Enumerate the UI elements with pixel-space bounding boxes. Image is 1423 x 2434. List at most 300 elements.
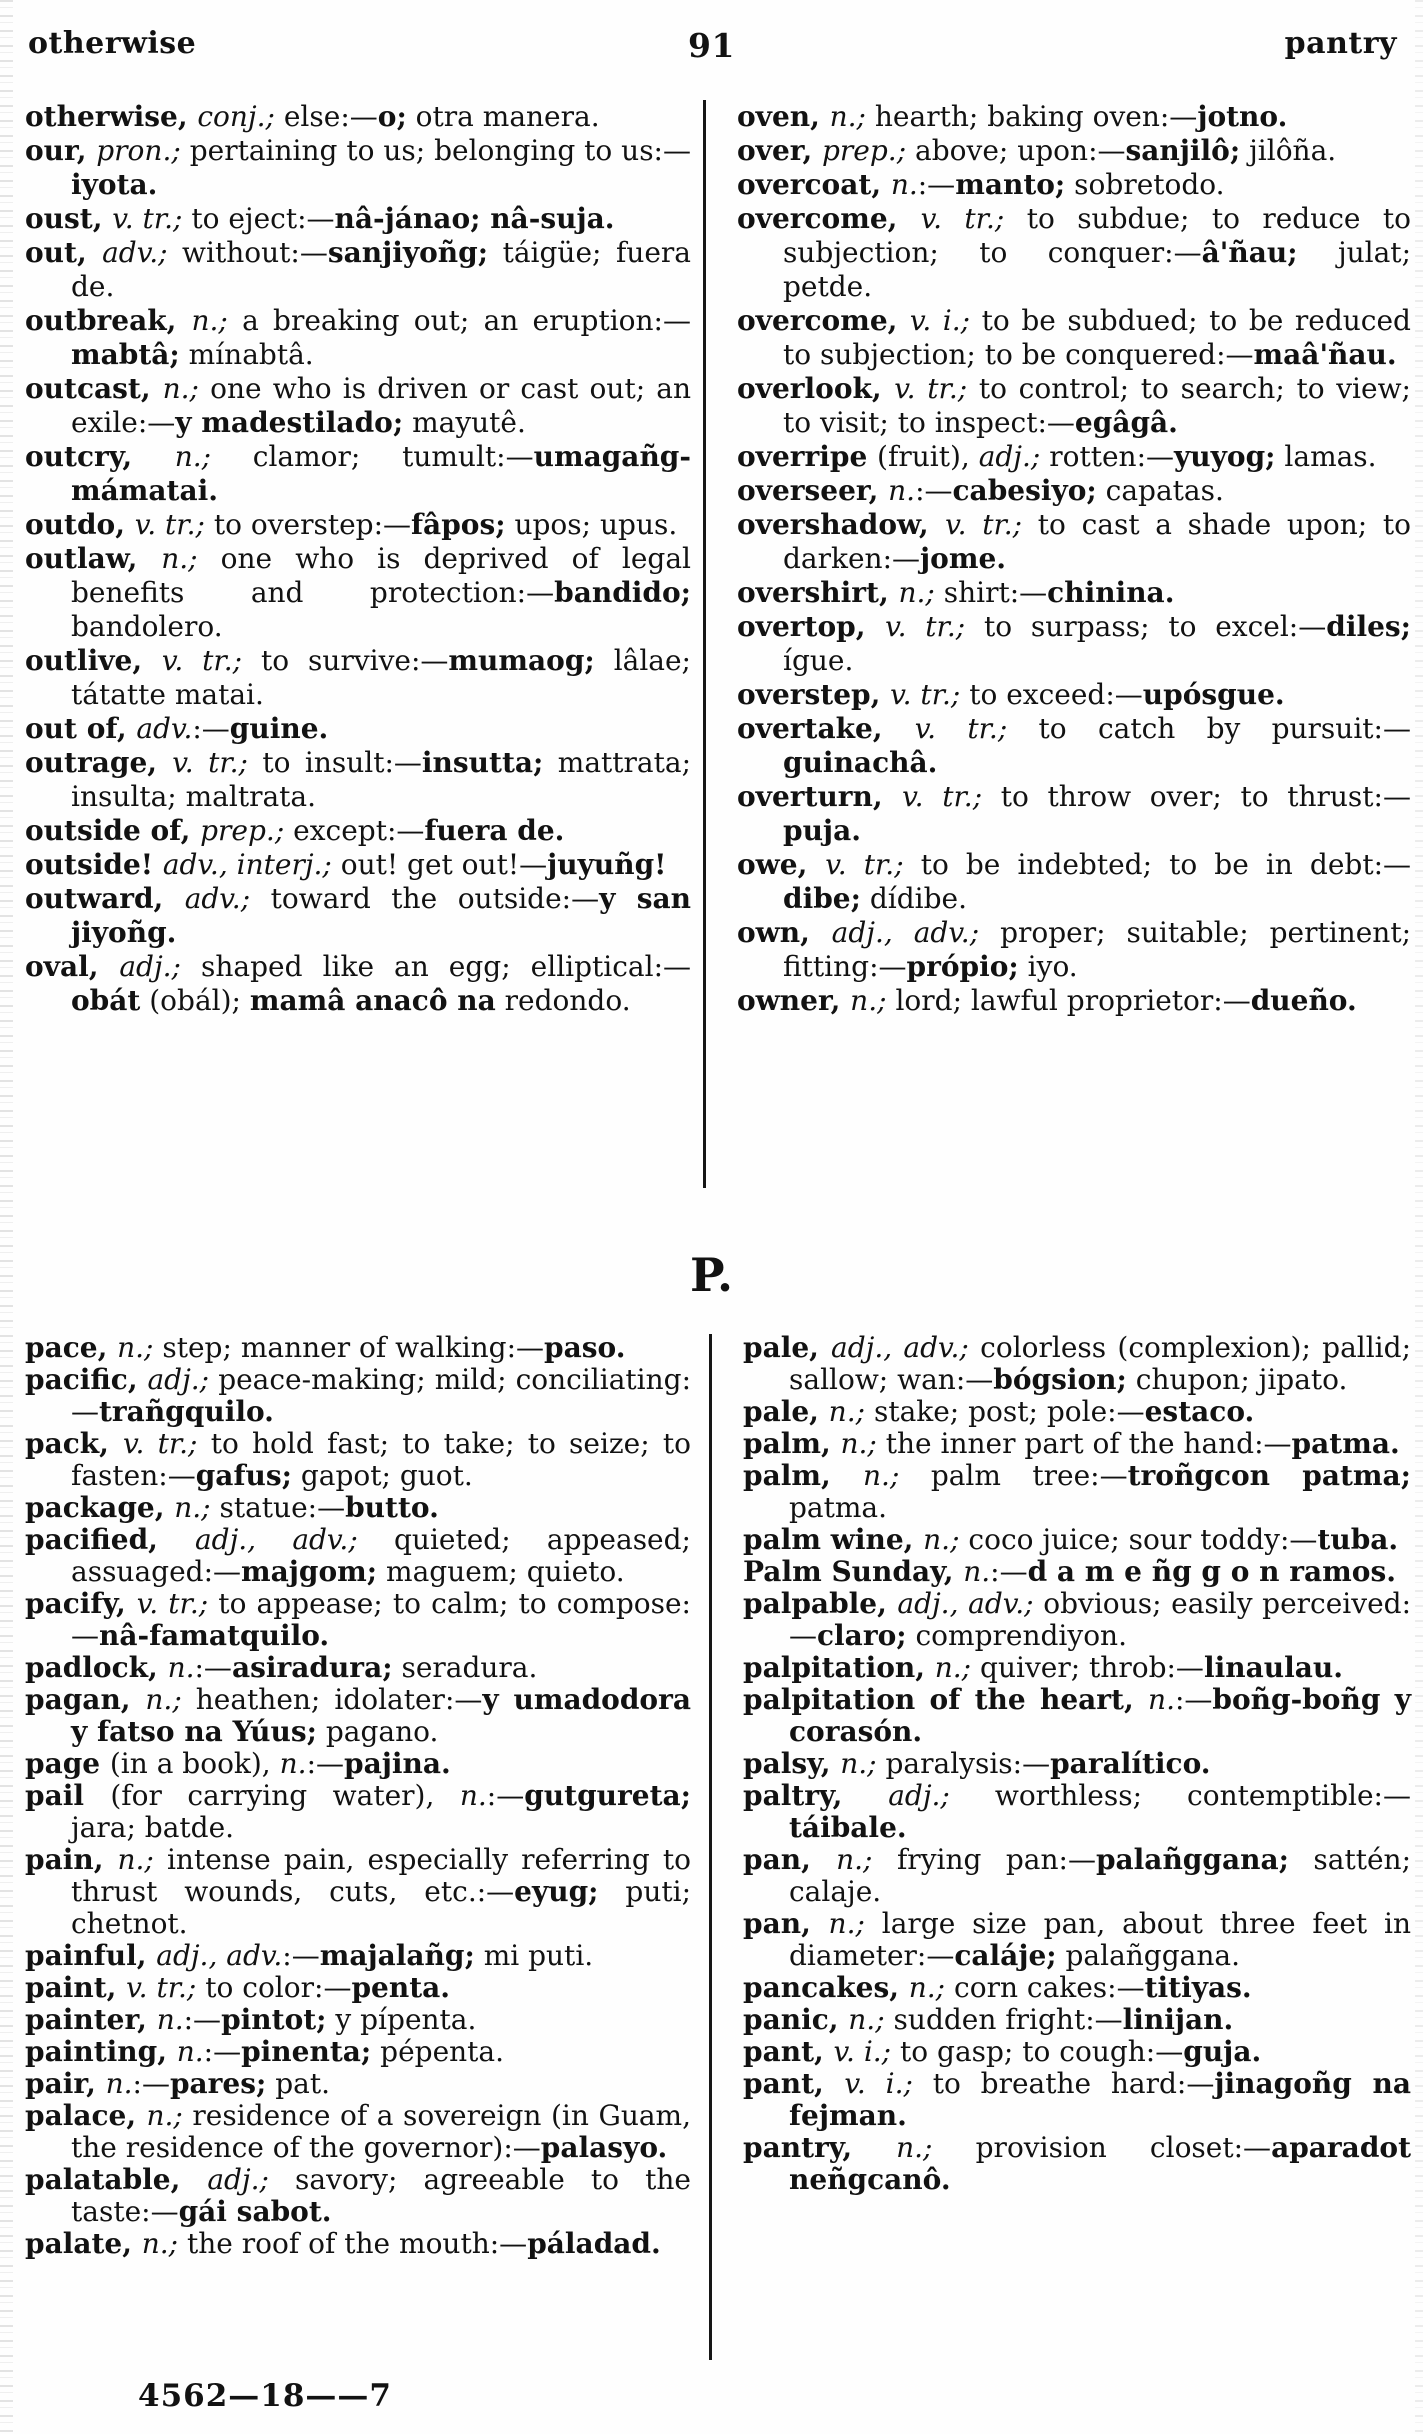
dictionary-entry: [743, 1524, 1411, 1556]
entry-translation: penta.: [351, 1971, 451, 2004]
entry-definition: to breathe hard:—: [912, 2067, 1215, 2100]
dictionary-entry: [25, 1492, 691, 1524]
entry-definition: pépenta.: [371, 2035, 505, 2068]
entry-translation: iyota.: [71, 168, 158, 201]
entry-definition: stake; post; pole:—: [865, 1395, 1145, 1428]
entry-translation: sanjiyoñg;: [327, 236, 489, 269]
entry-definition: else:—: [274, 100, 378, 133]
entry-pos: prep.;: [200, 814, 285, 847]
entry-headword: pail: [25, 1779, 111, 1812]
entry-pos: adj.;: [888, 1779, 950, 1812]
dictionary-column-p-right: [743, 1332, 1411, 2196]
entry-headword: palm,: [743, 1427, 841, 1460]
dictionary-entry: [25, 1684, 691, 1748]
entry-definition: proper; suitable; pertinent; fitting:—: [783, 916, 1412, 983]
entry-translation: y madestilado;: [175, 406, 404, 439]
entry-headword: pantry,: [743, 2131, 897, 2164]
dictionary-entry: [737, 474, 1411, 508]
entry-definition: :—: [194, 1651, 232, 1684]
entry-translation: claro;: [817, 1619, 907, 1652]
entry-definition: one who is deprived of legal benefits and protection:—: [71, 542, 692, 609]
entry-headword: overseer,: [737, 474, 889, 507]
entry-pos: v. tr.;: [161, 644, 243, 677]
entry-definition: lamas.: [1275, 440, 1377, 473]
entry-headword: outcast,: [25, 372, 163, 405]
entry-pos: n.;: [836, 1843, 873, 1876]
entry-headword: otherwise,: [25, 100, 198, 133]
entry-headword: pack,: [25, 1427, 123, 1460]
entry-translation: sanjilô;: [1125, 134, 1241, 167]
dictionary-entry: [737, 168, 1411, 202]
entry-pos: n.;: [934, 1651, 972, 1684]
entry-pos: v. tr.;: [894, 372, 968, 405]
entry-pos: prep.;: [821, 134, 907, 167]
entry-definition: mínabtâ.: [179, 338, 314, 371]
dictionary-entry: [25, 746, 691, 814]
entry-pos: n.: [167, 1651, 195, 1684]
entry-headword: paint,: [25, 1971, 127, 2004]
entry-pos: n.: [459, 1779, 487, 1812]
entry-pos: n.;: [828, 1395, 866, 1428]
entry-pos: v. i.;: [909, 304, 971, 337]
entry-headword: outbreak,: [25, 304, 192, 337]
entry-definition: mattrata; insulta; maltrata.: [71, 746, 691, 813]
dictionary-entry: [25, 2004, 691, 2036]
dictionary-entry: [743, 1844, 1411, 1908]
entry-definition: palañggana.: [1056, 1939, 1240, 1972]
entry-definition: to subdue; to reduce to subjection; to conquer:—: [783, 202, 1411, 269]
dictionary-entry: [743, 2068, 1411, 2132]
entry-definition: to appease; to calm; to compose:—: [71, 1587, 691, 1652]
entry-pos: adj.;: [207, 2163, 269, 2196]
entry-definition: sobretodo.: [1065, 168, 1225, 201]
entry-headword: pale,: [743, 1331, 832, 1364]
entry-translation: nâ-famatquilo.: [99, 1619, 330, 1652]
entry-definition: shaped like an egg; elliptical:—: [181, 950, 691, 983]
entry-translation: y san jiyoñg.: [71, 882, 692, 949]
entry-pos: n.;: [829, 100, 866, 133]
entry-translation: bandido;: [554, 576, 691, 609]
dictionary-entry: [25, 100, 691, 134]
dictionary-entry: [25, 950, 691, 1018]
entry-headword: outdo,: [25, 508, 135, 541]
entry-translation: insutta;: [421, 746, 544, 779]
entry-headword: over,: [737, 134, 822, 167]
entry-translation: mabtâ;: [71, 338, 180, 371]
entry-definition: :—: [1174, 1683, 1213, 1716]
entry-pos: n.;: [174, 440, 212, 473]
entry-headword: pan,: [743, 1843, 837, 1876]
entry-definition: to color:—: [196, 1971, 352, 2004]
entry-pos: v. tr.;: [122, 1427, 198, 1460]
entry-headword: pant,: [743, 2067, 845, 2100]
entry-pos: adv.;: [102, 236, 168, 269]
entry-definition: without:—: [167, 236, 328, 269]
entry-headword: pant,: [743, 2035, 834, 2068]
entry-headword: owe,: [737, 848, 826, 881]
entry-headword: own,: [737, 916, 832, 949]
entry-pos: v. i.;: [844, 2067, 913, 2100]
dictionary-entry: [737, 984, 1411, 1018]
dictionary-entry: [743, 1428, 1411, 1460]
entry-definition: frying pan:—: [872, 1843, 1096, 1876]
dictionary-entry: [25, 2036, 691, 2068]
entry-translation: d a m e ñg g o n ramos.: [1027, 1555, 1396, 1588]
entry-headword: pale,: [743, 1395, 829, 1428]
dictionary-entry: [743, 1972, 1411, 2004]
entry-translation: pintot;: [221, 2003, 327, 2036]
entry-definition: except:—: [284, 814, 425, 847]
entry-translation: caláje;: [954, 1939, 1057, 1972]
entry-headword: out,: [25, 236, 103, 269]
entry-pos: n.: [963, 1555, 991, 1588]
dictionary-entry: [737, 508, 1411, 576]
dictionary-entry: [737, 576, 1411, 610]
dictionary-entry: [737, 100, 1411, 134]
entry-definition: intense pain, especially referring to thrust wounds, cuts, etc.:—: [71, 1843, 691, 1908]
entry-definition: to throw over; to thrust:—: [982, 780, 1411, 813]
entry-translation: jome.: [920, 542, 1007, 575]
entry-definition: to insult:—: [247, 746, 422, 779]
entry-pos: conj.;: [197, 100, 275, 133]
entry-definition: to eject:—: [182, 202, 335, 235]
dictionary-entry: [743, 1460, 1411, 1524]
entry-pos: v. tr.;: [134, 508, 205, 541]
entry-headword: overcoat,: [737, 168, 891, 201]
entry-translation: gutgureta;: [524, 1779, 691, 1812]
entry-translation: pinenta;: [241, 2035, 372, 2068]
entry-definition: the roof of the mouth:—: [178, 2227, 528, 2260]
entry-pos: adj., adv.;: [897, 1587, 1034, 1620]
entry-translation: â'ñau;: [1201, 236, 1298, 269]
entry-headword: palpitation of the heart,: [743, 1683, 1149, 1716]
dictionary-entry: [25, 2164, 691, 2228]
entry-translation: puja.: [783, 814, 861, 847]
entry-translation: majalañg;: [319, 1939, 475, 1972]
entry-pos: v. tr.;: [136, 1587, 209, 1620]
entry-pos: adj.;: [978, 440, 1041, 473]
entry-definition: hearth; baking oven:—: [866, 100, 1198, 133]
dictionary-column-o-right: [737, 100, 1411, 1018]
dictionary-entry: [25, 508, 691, 542]
entry-definition: :—: [203, 2035, 242, 2068]
entry-headword: outlive,: [25, 644, 162, 677]
entry-pos: adj., adv.;: [831, 1331, 969, 1364]
entry-translation: maâ'ñau.: [1253, 338, 1397, 371]
dictionary-entry: [25, 304, 691, 372]
dictionary-entry: [737, 202, 1411, 304]
header-guide-word-right: pantry: [1284, 26, 1397, 61]
entry-headword: package,: [25, 1491, 175, 1524]
entry-definition: :—: [915, 474, 953, 507]
entry-translation: o;: [377, 100, 407, 133]
entry-translation: aparadot neñgcanô.: [789, 2131, 1412, 2196]
entry-definition: a breaking out; an eruption:—: [227, 304, 691, 337]
entry-definition: clamor; tumult:—: [211, 440, 534, 473]
dictionary-entry: [25, 1844, 691, 1940]
entry-definition: pat.: [266, 2067, 331, 2100]
entry-headword: overshirt,: [737, 576, 899, 609]
entry-headword: paltry,: [743, 1779, 889, 1812]
entry-definition: comprendiyon.: [906, 1619, 1127, 1652]
dictionary-column-o-left: [25, 100, 691, 1018]
entry-pos: n.;: [146, 2099, 183, 2132]
entry-pos: v. tr.;: [825, 848, 904, 881]
dictionary-entry: [25, 1524, 691, 1588]
entry-translation: palañggana;: [1095, 1843, 1289, 1876]
entry-definition: dídibe.: [860, 882, 968, 915]
entry-definition: one who is driven or cast out; an exile:—: [71, 372, 692, 439]
entry-headword: overstep,: [737, 678, 891, 711]
entry-definition: seradura.: [392, 1651, 538, 1684]
dictionary-entry: [25, 1428, 691, 1492]
entry-translation: fuera de.: [424, 814, 565, 847]
entry-definition: bandolero.: [71, 610, 223, 643]
entry-translation: gái sabot.: [178, 2195, 332, 2228]
entry-headword: overtop,: [737, 610, 886, 643]
entry-translation: cabesiyo;: [952, 474, 1097, 507]
entry-headword: page: [25, 1747, 110, 1780]
entry-definition: palm tree:—: [899, 1459, 1128, 1492]
entry-headword: pain,: [25, 1843, 118, 1876]
entry-pos: v. tr.;: [890, 678, 961, 711]
entry-pos: adj., adv.: [156, 1939, 283, 1972]
entry-definition: maguem; quieto.: [377, 1555, 625, 1588]
entry-definition: peace-making; mild; conciliating:—: [71, 1363, 692, 1428]
entry-pos: v. tr.;: [885, 610, 966, 643]
entry-headword: overtake,: [737, 712, 915, 745]
entry-definition: gapot; guot.: [291, 1459, 473, 1492]
entry-headword: oval,: [25, 950, 120, 983]
entry-pos: n.;: [141, 2227, 179, 2260]
dictionary-entry: [743, 2132, 1411, 2196]
dictionary-entry: [743, 1684, 1411, 1748]
entry-headword: outside!: [25, 848, 163, 881]
entry-translation: dibe;: [783, 882, 861, 915]
entry-pos: n.: [279, 1747, 307, 1780]
entry-translation: diles;: [1326, 610, 1411, 643]
entry-pos: v. tr.;: [920, 202, 1005, 235]
entry-headword: palm wine,: [743, 1523, 924, 1556]
entry-translation: yuyog;: [1174, 440, 1276, 473]
entry-definition: jara; batde.: [71, 1811, 235, 1844]
dictionary-entry: [25, 712, 691, 746]
entry-translation: nâ-jánao; nâ-suja.: [334, 202, 615, 235]
entry-headword: our,: [25, 134, 97, 167]
entry-translation: linijan.: [1122, 2003, 1234, 2036]
entry-headword: pace,: [25, 1331, 118, 1364]
dictionary-entry: [737, 304, 1411, 372]
entry-pos: v. tr.;: [945, 508, 1023, 541]
entry-headword: outrage,: [25, 746, 173, 779]
dictionary-entry: [737, 134, 1411, 168]
entry-headword: outcry,: [25, 440, 175, 473]
entry-pos: v. tr.;: [126, 1971, 197, 2004]
dictionary-entry: [25, 440, 691, 508]
dictionary-entry: [25, 882, 691, 950]
dictionary-column-p-left: [25, 1332, 691, 2260]
dictionary-entry: [743, 1556, 1411, 1588]
entry-definition: ígue.: [783, 644, 854, 677]
entry-translation: guinachâ.: [783, 746, 938, 779]
entry-pos: n.;: [896, 2131, 933, 2164]
dictionary-entry: [25, 1940, 691, 1972]
entry-pos: n.;: [191, 304, 228, 337]
entry-headword: outward,: [25, 882, 185, 915]
entry-translation: mumaog;: [448, 644, 595, 677]
header-guide-word-left: otherwise: [28, 26, 197, 61]
column-divider-bottom: [709, 1334, 712, 2360]
dictionary-entry: [743, 1908, 1411, 1972]
entry-translation: guja.: [1183, 2035, 1262, 2068]
entry-definition: statue:—: [210, 1491, 346, 1524]
dictionary-entry: [743, 2004, 1411, 2036]
entry-translation: guine.: [229, 712, 329, 745]
entry-definition: to surpass; to excel:—: [965, 610, 1327, 643]
entry-definition: obvious; easily perceived:—: [789, 1587, 1412, 1652]
entry-definition: :—: [192, 712, 230, 745]
entry-translation: upósgue.: [1142, 678, 1285, 711]
entry-definition: to control; to search; to view; to visit; to inspect:—: [783, 372, 1411, 439]
dictionary-entry: [25, 644, 691, 712]
entry-definition: toward the outside:—: [250, 882, 600, 915]
entry-pos: adv.: [136, 712, 193, 745]
entry-pos: n.: [890, 168, 918, 201]
entry-definition: (in a book),: [109, 1747, 280, 1780]
entry-definition: táigüe; fuera de.: [71, 236, 691, 303]
entry-pos: n.: [1148, 1683, 1175, 1716]
entry-definition: sudden fright:—: [884, 2003, 1123, 2036]
entry-translation: própio;: [906, 950, 1019, 983]
entry-translation: titiyas.: [1144, 1971, 1252, 2004]
entry-definition: colorless (complexion); pallid; sallow; wan:—: [789, 1331, 1411, 1396]
entry-translation: jotno.: [1197, 100, 1288, 133]
entry-definition: :—: [306, 1747, 344, 1780]
entry-definition: to cast a shade upon; to darken:—: [783, 508, 1411, 575]
entry-headword: palpable,: [743, 1587, 898, 1620]
entry-headword: outside of,: [25, 814, 201, 847]
entry-headword: pacific,: [25, 1363, 148, 1396]
dictionary-entry: [25, 202, 691, 236]
entry-definition: heathen; idolater:—: [181, 1683, 483, 1716]
entry-pos: n.;: [145, 1683, 182, 1716]
entry-translation: butto.: [345, 1491, 439, 1524]
entry-translation: linaulau.: [1203, 1651, 1343, 1684]
entry-pos: n.;: [863, 1459, 900, 1492]
entry-headword: pair,: [25, 2067, 106, 2100]
entry-definition: :—: [990, 1555, 1028, 1588]
entry-pos: n.;: [923, 1523, 960, 1556]
entry-definition: rotten:—: [1040, 440, 1175, 473]
entry-pos: v. i.;: [833, 2035, 892, 2068]
entry-translation: páladad.: [527, 2227, 661, 2260]
entry-pos: n.;: [117, 1843, 154, 1876]
entry-headword: out of,: [25, 712, 137, 745]
dictionary-entry: [737, 372, 1411, 440]
dictionary-entry: [25, 372, 691, 440]
entry-translation: obát: [71, 984, 141, 1017]
dictionary-entry: [25, 134, 691, 202]
entry-translation: boñg-boñg y corasón.: [789, 1683, 1411, 1748]
entry-headword: overturn,: [737, 780, 903, 813]
entry-definition: above; upon:—: [906, 134, 1126, 167]
entry-translation: asiradura;: [231, 1651, 393, 1684]
entry-headword: palsy,: [743, 1747, 841, 1780]
entry-headword: pacify,: [25, 1587, 137, 1620]
entry-definition: quieted; appeased; assuaged:—: [71, 1523, 691, 1588]
entry-definition: y pípenta.: [326, 2003, 477, 2036]
dictionary-entry: [737, 712, 1411, 780]
entry-definition: to be subdued; to be reduced to subjection; to be conquered:—: [783, 304, 1411, 371]
entry-definition: the inner part of the hand:—: [876, 1427, 1292, 1460]
entry-pos: adv.;: [184, 882, 251, 915]
entry-translation: troñgcon patma;: [1127, 1459, 1412, 1492]
entry-headword: palatable,: [25, 2163, 208, 2196]
entry-translation: umagañg-mámatai.: [71, 440, 691, 507]
entry-pos: n.: [176, 2035, 204, 2068]
dictionary-entry: [25, 1364, 691, 1428]
entry-headword: owner,: [737, 984, 851, 1017]
entry-translation: palasyo.: [540, 2131, 668, 2164]
entry-headword: padlock,: [25, 1651, 168, 1684]
entry-translation: estaco.: [1144, 1395, 1255, 1428]
entry-definition: shirt:—: [934, 576, 1048, 609]
entry-translation: dueño.: [1250, 984, 1357, 1017]
entry-pos: n.;: [850, 984, 887, 1017]
printer-signature: 4562—18——7: [138, 2378, 392, 2414]
entry-pos: v. tr.;: [902, 780, 983, 813]
entry-definition: (obál);: [140, 984, 250, 1017]
entry-headword: overcome,: [737, 304, 910, 337]
entry-definition: otra manera.: [406, 100, 600, 133]
entry-definition: mi puti.: [474, 1939, 594, 1972]
entry-pos: n.: [105, 2067, 133, 2100]
entry-pos: n.;: [908, 1971, 946, 2004]
entry-headword: palace,: [25, 2099, 147, 2132]
dictionary-entry: [737, 440, 1411, 474]
entry-headword: pagan,: [25, 1683, 146, 1716]
entry-definition: to overstep:—: [204, 508, 412, 541]
dictionary-entry: [743, 2036, 1411, 2068]
dictionary-entry: [737, 780, 1411, 848]
section-heading-letter-p: P.: [690, 1248, 733, 1302]
scan-edge-noise-left: [0, 0, 13, 2434]
entry-pos: v. tr.;: [914, 712, 1008, 745]
entry-translation: pajina.: [344, 1747, 451, 1780]
dictionary-entry: [25, 814, 691, 848]
entry-translation: bógsion;: [993, 1363, 1127, 1396]
entry-pos: adj., adv.;: [831, 916, 980, 949]
dictionary-entry: [25, 1748, 691, 1780]
entry-definition: chupon; jipato.: [1126, 1363, 1348, 1396]
entry-definition: :—: [917, 168, 956, 201]
scan-edge-noise-right: [1415, 0, 1423, 2434]
entry-translation: jinagoñg na fejman.: [789, 2067, 1411, 2132]
entry-headword: oust,: [25, 202, 113, 235]
entry-pos: n.;: [828, 1907, 865, 1940]
entry-definition: julat; petde.: [783, 236, 1411, 303]
entry-definition: iyo.: [1018, 950, 1078, 983]
entry-pos: n.: [156, 2003, 184, 2036]
entry-translation: juyuñg!: [547, 848, 667, 881]
entry-pos: pron.;: [96, 134, 181, 167]
entry-definition: provision closet:—: [932, 2131, 1272, 2164]
entry-definition: patma.: [789, 1491, 888, 1524]
entry-definition: :—: [183, 2003, 222, 2036]
entry-definition: (fruit),: [877, 440, 979, 473]
dictionary-entry: [25, 1972, 691, 2004]
dictionary-entry: [25, 2228, 691, 2260]
